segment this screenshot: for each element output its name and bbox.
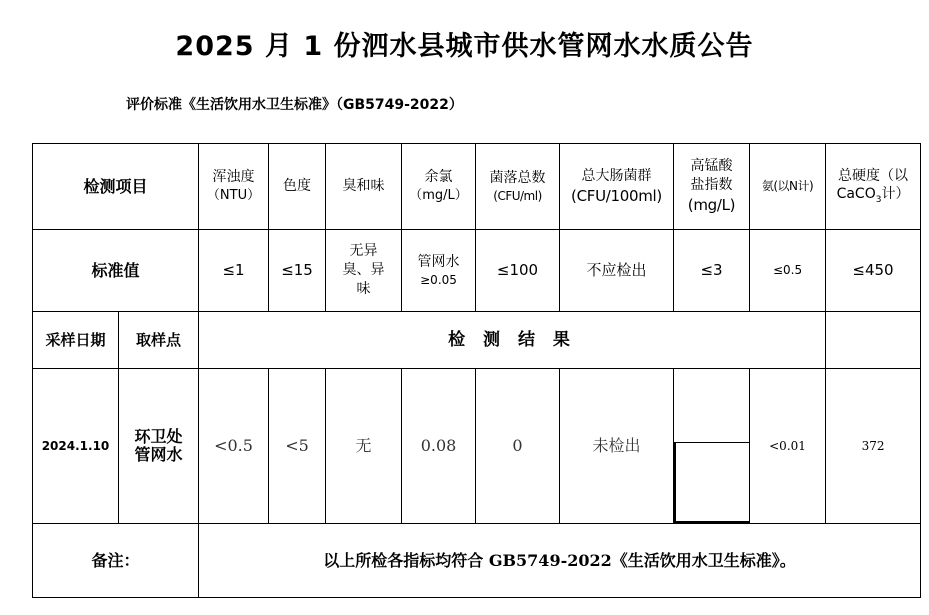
note-label: 备注：: [33, 524, 199, 598]
header-coliform: 总大肠菌群 (CFU/100ml): [560, 144, 674, 230]
result-turbidity: <0.5: [199, 369, 269, 524]
sub-header-date: 采样日期: [33, 312, 119, 369]
header-color: 色度: [269, 144, 326, 230]
header-hardness: 总硬度（以 CaCO$_3$计）: [826, 144, 921, 230]
result-hardness: 372: [826, 369, 921, 524]
page-title: 2025 月 1 份泗水县城市供水管网水水质公告: [175, 31, 754, 62]
result-permanganate: [674, 369, 750, 524]
evaluation-standard: 评价标准《生活饮用水卫生标准》（GB5749-2022）: [126, 97, 463, 113]
note-row: [33, 524, 921, 598]
water-quality-table: [32, 143, 921, 598]
result-date: 2024.1.10: [33, 369, 119, 524]
standard-color: ≤15: [269, 230, 326, 312]
standard-label: 标准值: [33, 230, 199, 312]
standard-coliform: 不应检出: [560, 230, 674, 312]
standard-permanganate: ≤3: [674, 230, 750, 312]
standard-turbidity: ≤1: [199, 230, 269, 312]
sub-header-results: 检 测 结 果: [199, 312, 826, 369]
header-chlorine: 余氯 （mg/L）: [402, 144, 476, 230]
result-color: <5: [269, 369, 326, 524]
header-ammonia: 氨(以N计): [750, 144, 826, 230]
standard-hardness: ≤450: [826, 230, 921, 312]
empty-value-box: [674, 442, 749, 523]
standard-chlorine: 管网水 ≥0.05: [402, 230, 476, 312]
result-row: [33, 369, 921, 524]
result-place: 环卫处 管网水: [119, 369, 199, 524]
standard-row: [33, 230, 921, 312]
header-turbidity: 浑浊度 （NTU）: [199, 144, 269, 230]
result-chlorine: 0.08: [402, 369, 476, 524]
standard-odor: 无异 臭、异 味: [326, 230, 402, 312]
result-odor: 无: [326, 369, 402, 524]
result-coliform: 未检出: [560, 369, 674, 524]
header-row: [33, 144, 921, 230]
note-text: 以上所检各指标均符合 GB5749-2022《生活饮用水卫生标准》。: [199, 524, 921, 598]
standard-colonies: ≤100: [476, 230, 560, 312]
sub-header-place: 取样点: [119, 312, 199, 369]
header-item: 检测项目: [33, 144, 199, 230]
header-colonies: 菌落总数 (CFU/ml): [476, 144, 560, 230]
result-ammonia: <0.01: [750, 369, 826, 524]
standard-ammonia: ≤0.5: [750, 230, 826, 312]
header-odor: 臭和味: [326, 144, 402, 230]
sub-header-row: [33, 312, 921, 369]
sub-header-empty: [826, 312, 921, 369]
result-colonies: 0: [476, 369, 560, 524]
header-permanganate: 高锰酸 盐指数 (mg/L): [674, 144, 750, 230]
